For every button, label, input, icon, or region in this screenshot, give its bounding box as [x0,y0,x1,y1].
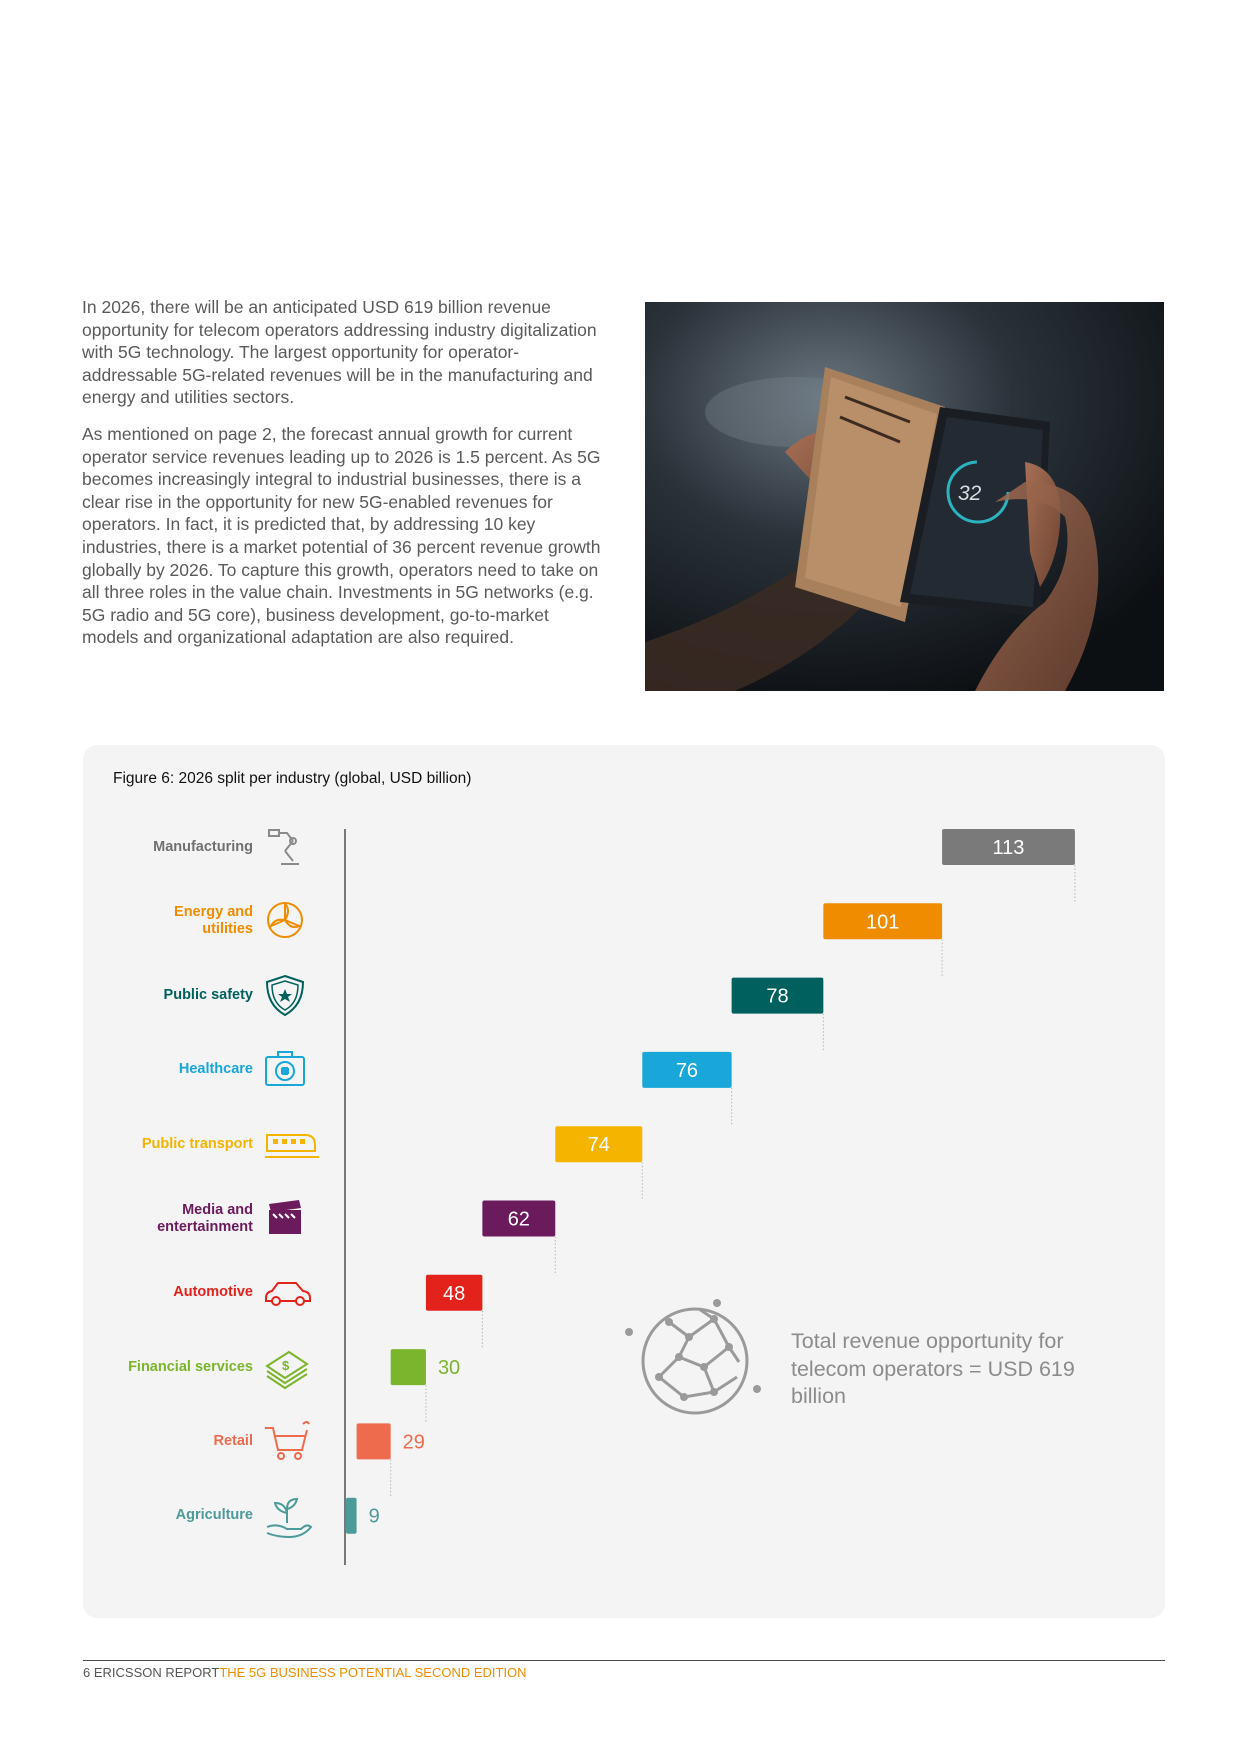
bar-value-label: 9 [368,1505,380,1528]
bar-financial-services [391,1349,426,1385]
total-revenue-text: Total revenue opportunity for telecom operators = USD 619 billion [791,1329,1075,1408]
category-label: Agriculture [175,1507,253,1524]
phone-photo [645,302,1164,691]
phone-screen-reading: 32 [958,482,982,505]
figure-title: Figure 6: 2026 split per industry (global, USD billion) [113,770,472,787]
page-number: 6 [83,1665,91,1680]
waterfall-chart [83,745,1165,1618]
category-label: Public transport [141,1135,253,1152]
category-label: Manufacturing [153,838,253,855]
footer-report-title: THE 5G BUSINESS POTENTIAL SECOND EDITION [219,1665,527,1680]
intro-paragraph: In 2026, there will be an anticipated USD 619 billion revenue opportunity for telecom operators addressing industry digitalization with 5G technology. The largest opportunity for operator-addressable 5G-related revenues will be in the manufacturing and energy and utilities sectors. [82,297,597,408]
footer-brand: ERICSSON REPORT [93,1665,220,1680]
footer [83,1665,527,1680]
bar-value-label: 29 [402,1431,425,1454]
category-label: Retail [213,1432,253,1449]
svg-text:$: $ [282,1358,290,1374]
bar-value-label: 101 [866,911,900,934]
footer-rule [83,1660,1165,1661]
figure-panel [83,745,1165,1618]
bar-value-label: 113 [992,837,1025,859]
bar-agriculture [346,1498,357,1534]
bar-value-label: 48 [443,1282,466,1305]
category-label: Healthcare [178,1061,253,1078]
bar-retail [357,1423,391,1459]
category-label: Media and entertainment [157,1201,253,1235]
category-label: Energy and utilities [174,904,253,938]
bar-value-label: 62 [507,1208,530,1231]
category-label: Financial services [128,1358,253,1375]
intro-text [82,296,602,663]
intro-paragraph: As mentioned on page 2, the forecast annual growth for current operator service revenues leading up to 2026 is 1.5 percent. As 5G becomes increasingly integral to industrial businesses, there is a clear rise in the opportunity for new 5G-enabled revenues for operators. In fact, it is predicted that, by addressing 10 key industries, there is a market potential of 36 percent revenue growth globally by 2026. To capture this growth, operators need to take on all three roles in the value chain. Investments in 5G networks (e.g. 5G radio and 5G core), business development, go-to-market models and organizational adaptation are also required. [82,423,601,648]
bar-value-label: 78 [766,985,789,1008]
bar-value-label: 74 [587,1134,610,1157]
category-label: Automotive [173,1284,253,1301]
bar-value-label: 30 [437,1357,461,1380]
bar-value-label: 76 [675,1059,699,1082]
category-label: Public safety [163,987,253,1004]
globe-network-icon [619,1297,767,1425]
